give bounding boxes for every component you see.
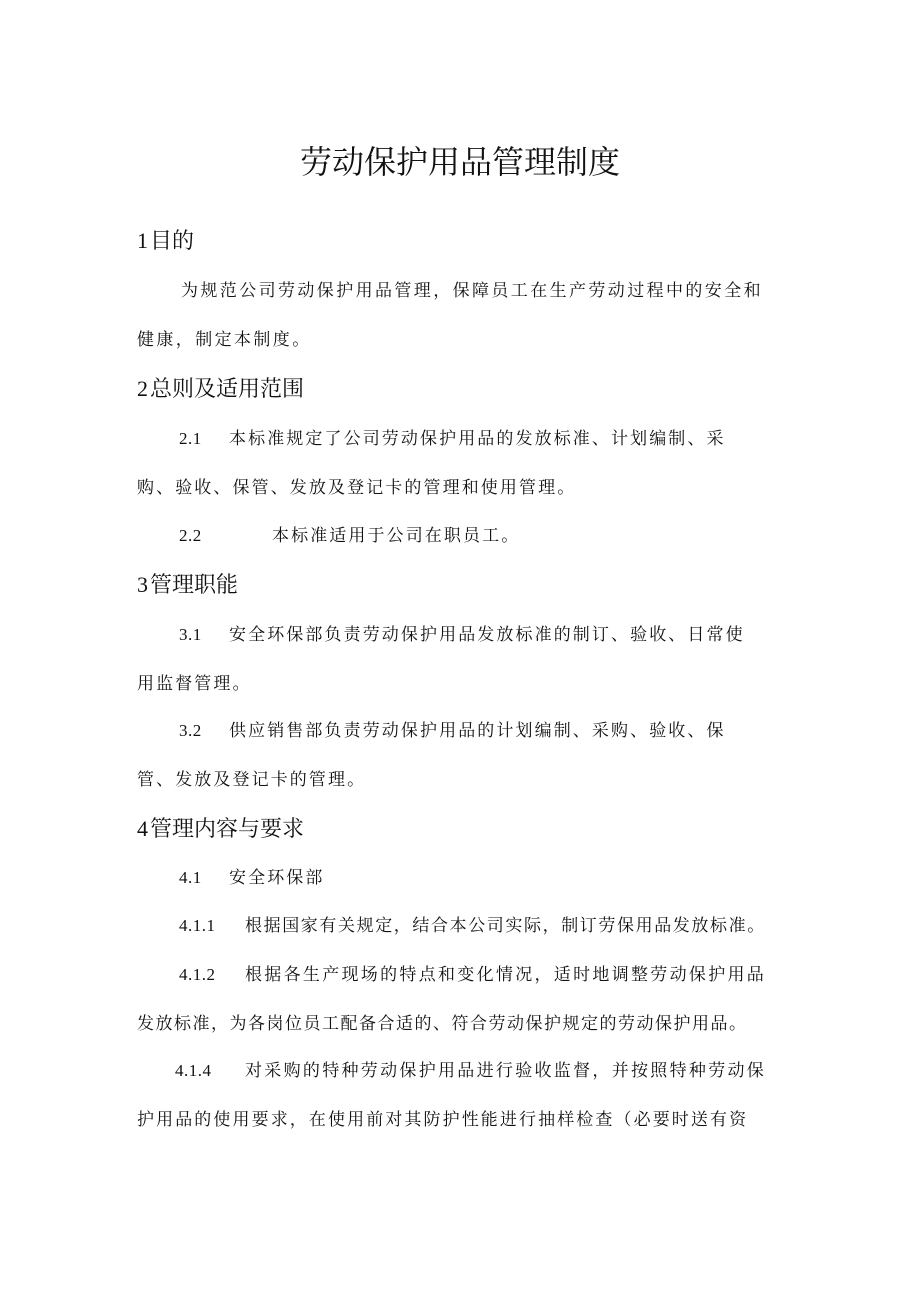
section-number: 3 [137,572,148,597]
section-heading-text: 目的 [150,229,195,254]
section-heading-text: 管理职能 [150,573,239,598]
section-heading-4 [137,812,304,847]
clause-number: 3.2 [179,721,202,740]
clause-text: 根据国家有关规定，结合本公司实际，制订劳保用品发放标准。 [245,916,766,936]
clause-number: 4.1 [179,868,202,887]
clause-line [179,621,745,649]
clause-number: 4.1.1 [179,916,216,935]
clause-text: 对采购的特种劳动保护用品进行验收监督，并按照特种劳动保 [245,1061,767,1081]
clause-line [179,425,726,453]
paragraph-line: 健康，制定本制度。 [137,330,312,350]
section-heading-1 [137,224,194,259]
clause-text: 根据各生产现场的特点和变化情况，适时地调整劳动保护用品 [245,965,767,985]
clause-text: 安全环保部 [229,868,325,888]
section-heading-2 [137,372,304,407]
section-heading-text: 管理内容与要求 [150,817,305,842]
clause-number: 3.1 [179,625,202,644]
section-heading-text: 总则及适用范围 [150,377,305,402]
clause-line-continued: 用监督管理。 [137,674,252,694]
section-number: 1 [137,228,148,253]
clause-line-continued: 购、验收、保管、发放及登记卡的管理和使用管理。 [137,478,577,498]
clause-line-continued: 护用品的使用要求，在使用前对其防护性能进行抽样检查（必要时送有资 [137,1110,749,1130]
clause-text: 安全环保部负责劳动保护用品发放标准的制订、验收、日常使 [229,625,745,645]
paragraph-line: 为规范公司劳动保护用品管理，保障员工在生产劳动过程中的安全和 [181,281,763,301]
clause-number: 4.1.4 [175,1061,212,1080]
clause-line [179,912,766,940]
clause-line-continued: 发放标准，为各岗位员工配备合适的、符合劳动保护规定的劳动保护用品。 [137,1014,748,1034]
section-number: 2 [137,376,148,401]
clause-line [179,522,520,550]
clause-text: 供应销售部负责劳动保护用品的计划编制、采购、验收、保 [229,721,726,741]
document-title: 劳动保护用品管理制度 [299,143,620,181]
clause-line [179,864,325,892]
clause-line-continued: 管、发放及登记卡的管理。 [137,770,367,790]
clause-line [179,717,726,745]
clause-line [175,1057,766,1085]
clause-line [179,961,766,989]
clause-text: 本标准适用于公司在职员工。 [272,526,521,546]
clause-number: 2.2 [179,526,202,545]
clause-number: 2.1 [179,429,202,448]
section-heading-3 [137,568,238,603]
clause-number: 4.1.2 [179,965,216,984]
section-number: 4 [137,816,148,841]
clause-text: 本标准规定了公司劳动保护用品的发放标准、计划编制、采 [229,429,726,449]
